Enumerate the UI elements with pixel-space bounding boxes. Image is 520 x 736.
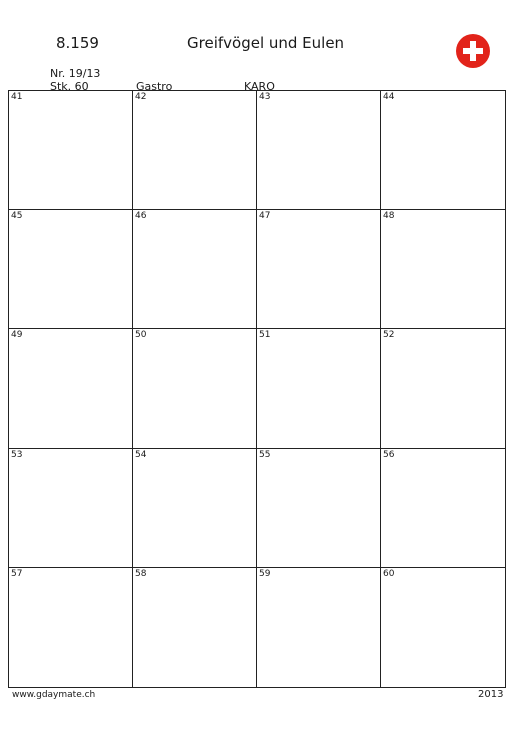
slot-number: 51 [259,330,271,341]
slot-number: 46 [135,211,147,222]
slot-number: 58 [135,568,147,579]
stamp-slot [257,568,381,687]
slot-number: 49 [11,330,23,341]
page-title: Greifvögel und Eulen [187,34,345,52]
slot-number: 55 [259,449,271,460]
stamp-slot [257,449,381,568]
slot-number: 60 [383,568,395,579]
slot-number: 56 [383,449,395,460]
slot-number: 54 [135,449,147,460]
karo-label: KARO [244,80,275,93]
swiss-flag-icon [455,33,491,69]
stamp-slot [381,568,505,687]
stamp-slot [133,329,257,448]
issue-number: Nr. 19/13 [50,67,101,80]
stamp-slot [9,449,133,568]
website-url[interactable]: www.gdaymate.ch [12,690,96,700]
stamp-slot [381,210,505,329]
stamp-slot [381,329,505,448]
slot-number: 47 [259,211,271,222]
slot-number: 43 [259,92,271,102]
gastro-label: Gastro [136,80,173,93]
stamp-slot [9,329,133,448]
stamp-slot [381,91,505,210]
stamp-slot [133,449,257,568]
slot-number: 57 [11,568,23,579]
slot-number: 44 [383,92,395,102]
year-label: 2013 [478,689,504,700]
stamp-slot [257,329,381,448]
stamp-grid [8,90,506,688]
piece-count: Stk. 60 [50,80,89,93]
slot-number: 48 [383,211,395,222]
catalog-number: 8.159 [56,34,99,52]
slot-number: 50 [135,330,147,341]
stamp-slot [133,210,257,329]
stamp-slot [257,210,381,329]
slot-number: 52 [383,330,395,341]
stamp-slot [381,449,505,568]
slot-number: 45 [11,211,23,222]
stamp-slot [257,91,381,210]
slot-number: 59 [259,568,271,579]
stamp-slot [9,210,133,329]
stamp-slot [133,91,257,210]
slot-number: 41 [11,92,23,102]
slot-number: 42 [135,92,147,102]
slot-number: 53 [11,449,23,460]
stamp-slot [9,568,133,687]
stamp-slot [9,91,133,210]
stamp-slot [133,568,257,687]
